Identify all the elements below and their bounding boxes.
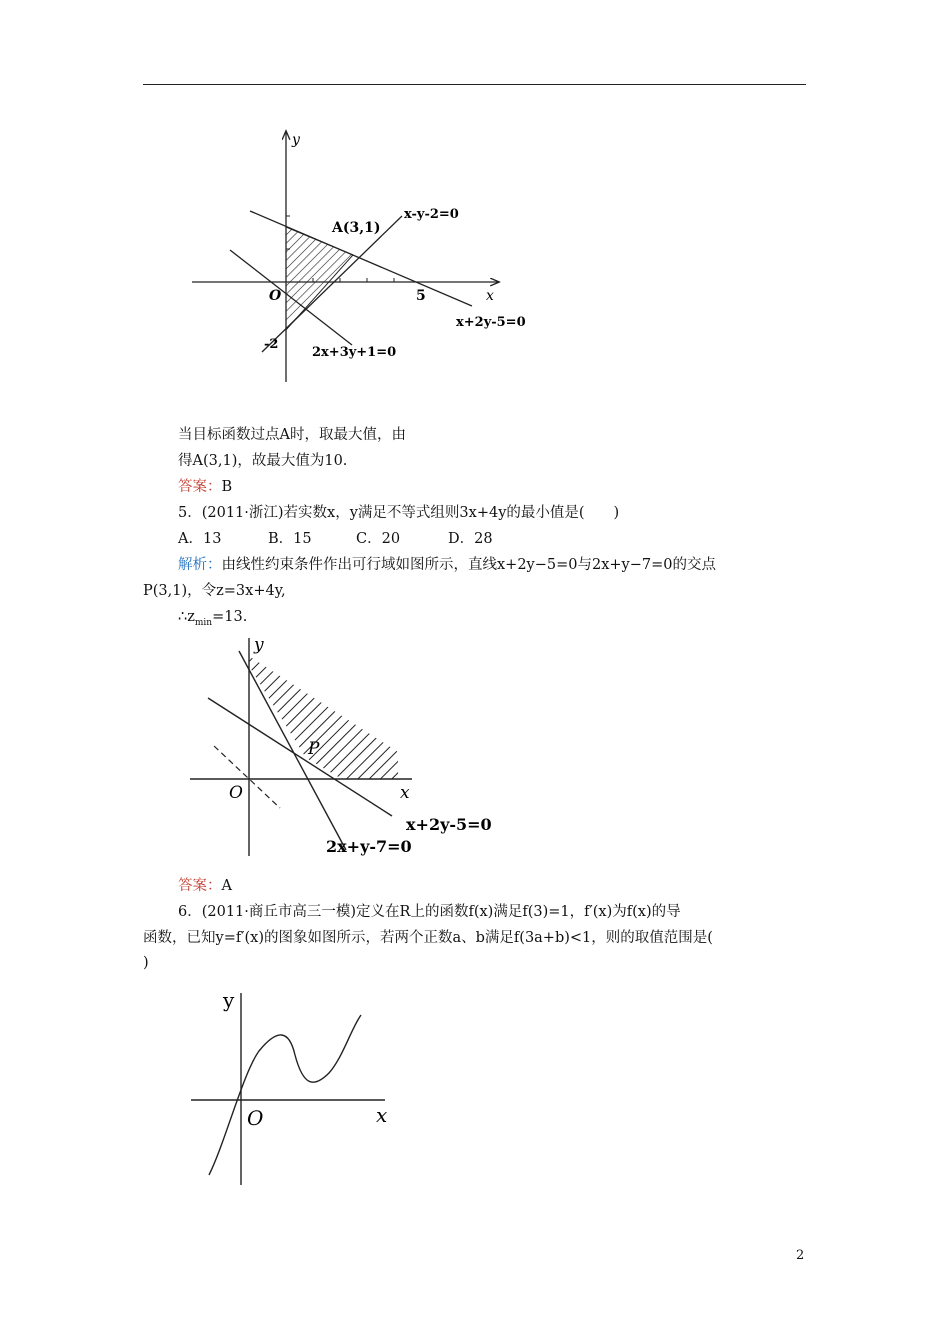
fig2-origin: O bbox=[229, 783, 243, 803]
feasible-region bbox=[249, 656, 398, 779]
feasible-region bbox=[286, 227, 353, 330]
answer-4 bbox=[178, 477, 232, 497]
fig2-x-label: x bbox=[400, 783, 410, 803]
derivative-curve bbox=[209, 1015, 361, 1175]
fig3-x-label: x bbox=[376, 1103, 388, 1127]
level-line-dashed bbox=[214, 746, 280, 808]
answer-prefix: 答案： bbox=[178, 878, 222, 894]
fig2-point-label: P bbox=[308, 739, 320, 759]
option-b: B．15 bbox=[268, 531, 312, 547]
fig2-y-label: y bbox=[254, 635, 264, 655]
analysis-prefix: 解析： bbox=[178, 557, 222, 573]
option-a: A．13 bbox=[178, 531, 222, 547]
fig3-origin: O bbox=[247, 1106, 264, 1130]
figure-3-derivative-graph bbox=[185, 985, 400, 1190]
answer-value: B bbox=[221, 479, 233, 495]
fig2-line1-label: x+2y-5=0 bbox=[406, 815, 492, 834]
fig1-line1-label: x-y-2=0 bbox=[404, 207, 459, 222]
fig1-y-label: y bbox=[292, 132, 300, 148]
analysis-line-3: $\therefore z_{min}=13$. bbox=[178, 609, 248, 628]
fig3-y-label: y bbox=[223, 988, 235, 1012]
analysis-text: 由线性约束条件作出可行域如图所示，直线x+2y−5=0与2x+y−7=0的交点 bbox=[221, 557, 716, 573]
option-d: D．28 bbox=[448, 531, 493, 547]
fig1-line2-label: x+2y-5=0 bbox=[456, 315, 526, 330]
fig1-origin: O bbox=[269, 288, 282, 304]
question-5-options bbox=[178, 529, 493, 549]
text-line-1: 当目标函数过点A时，取最大值，由 bbox=[178, 427, 406, 443]
fig1-x-label: x bbox=[486, 288, 494, 304]
answer-prefix: 答案： bbox=[178, 479, 222, 495]
answer-value: A bbox=[221, 878, 232, 894]
header-rule bbox=[143, 84, 806, 85]
question-6-line-3: ) bbox=[143, 955, 149, 971]
question-6-line-2: 函数，已知y=f′(x)的图象如图所示，若两个正数a、b满足f(3a+b)<1，则的取值范围是( bbox=[143, 930, 713, 946]
question-5: 5．(2011·浙江)若实数x，y满足不等式组则3x+4y的最小值是( ) bbox=[178, 505, 620, 521]
analysis-line-2: P(3,1)，令z=3x+4y, bbox=[143, 583, 286, 599]
figure-1-feasible-region bbox=[180, 120, 540, 390]
figure-2-feasible-region bbox=[180, 628, 510, 863]
text-line-2: 得A(3,1)，故最大值为10. bbox=[178, 453, 348, 469]
fig1-y-tick: -2 bbox=[264, 337, 279, 352]
page-number: 2 bbox=[796, 1248, 805, 1263]
line-x-y-2 bbox=[262, 216, 402, 352]
fig1-x-tick: 5 bbox=[416, 288, 426, 304]
option-c: C．20 bbox=[356, 531, 401, 547]
fig2-line2-label: 2x+y-7=0 bbox=[326, 837, 412, 856]
answer-5 bbox=[178, 876, 232, 896]
fig1-line3-label: 2x+3y+1=0 bbox=[312, 345, 397, 360]
analysis-line-1 bbox=[178, 555, 716, 575]
question-6-line-1: 6．(2011·商丘市高三一模)定义在R上的函数f(x)满足f(3)=1，f′(x)为f(x)的导 bbox=[178, 904, 681, 920]
fig1-point-label: A(3,1) bbox=[332, 220, 381, 236]
